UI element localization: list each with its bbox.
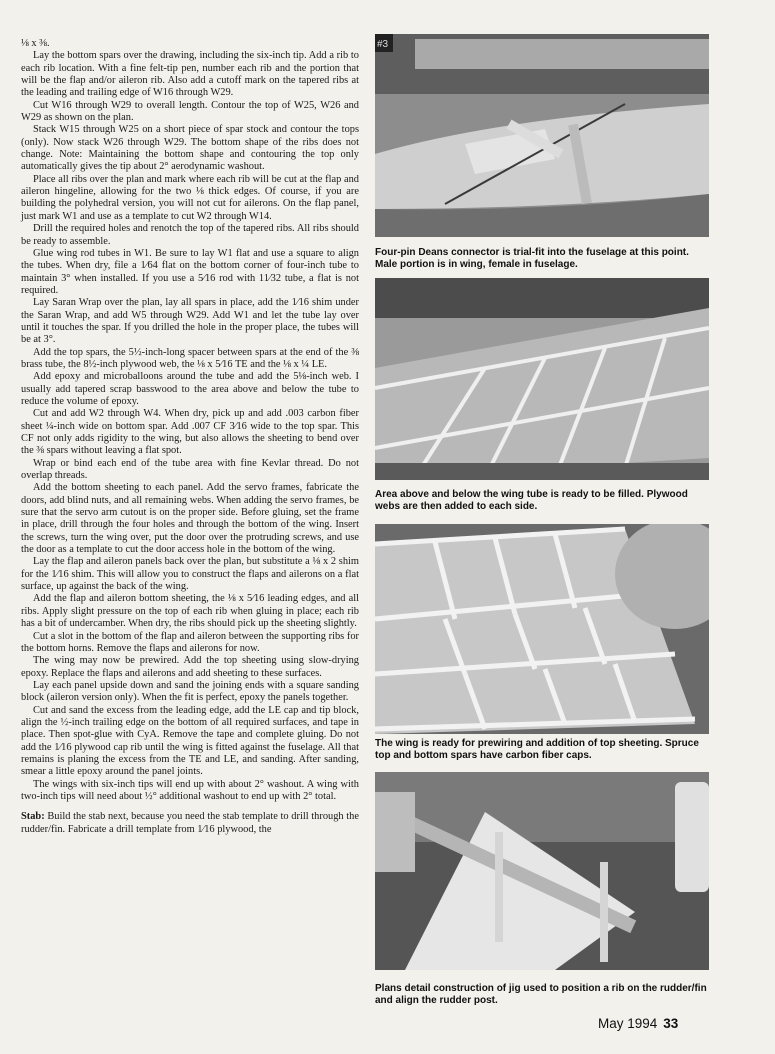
article-paragraph: Stack W15 through W25 on a short piece of spar stock and contour the tops (only). Now stack W26 through W29. The bottom shape of the ribs does not change. Note: Maintaining the bottom shape and contouring the top only automatically gives the tip about 2° aerodynamic washout. [21,124,359,173]
article-paragraph: Add the flap and aileron bottom sheeting, the ⅛ x 5⁄16 leading edges, and all ribs. Apply slight pressure on the top of each rib when gluing in place; each rib has a bit of undercamber. When dry, the ribs should pick up the sheeting slightly. [21,593,359,630]
photo-deans-connector [375,34,709,237]
issue-date: May 1994 [598,1016,658,1031]
article-paragraph: Cut W16 through W29 to overall length. Contour the top of W25, W26 and W29 as shown on the plan. [21,99,359,124]
article-paragraph: Add epoxy and microballoons around the tube and add the 5⅛-inch web. I usually add tapered scrap basswood to the area above and below the tube to reduce the volume of epoxy. [21,371,359,407]
article-paragraph: Lay Saran Wrap over the plan, lay all spars in place, add the 1⁄16 shim under the Saran Wrap, and add W5 through W29. Add W1 and let the tube lay over until it touches the spar. If you drilled the hole in the proper place, the tubes will be at 3°. [21,297,359,346]
article-paragraph: Lay the flap and aileron panels back over the plan, but substitute a ⅛ x 2 shim for the 1⁄16 shim. This will allow you to construct the flaps and ailerons on a flat surface, up against the back of the wing. [21,556,359,593]
photo-wing-prewiring [375,524,709,734]
article-paragraph: Lay the bottom spars over the drawing, including the six-inch tip. Add a rib to each rib location. With a fine felt-tip pen, number each rib and the portion that will be the flap and/or aileron rib. Also add a cutoff mark on the tapered ribs at the leading and trailing edge of W16 through W29. [21,50,359,99]
photo-caption: Four-pin Deans connector is trial-fit into the fuselage at this point. Male portion is in wing, female in fuselage. [375,247,689,270]
article-paragraph: Lay each panel upside down and sand the joining ends with a square sanding block (aileron version only). When the fit is perfect, epoxy the panels together. [21,679,359,704]
photo-caption: The wing is ready for prewiring and addition of top sheeting. Spruce top and bottom spars have carbon fiber caps. [375,738,699,761]
page-number: 33 [663,1016,679,1031]
photo-frame-number: #3 [377,39,389,50]
article-text-column [21,38,359,836]
stab-paragraph [21,811,359,836]
page-footer [598,1016,678,1031]
photo-caption: Area above and below the wing tube is ready to be filled. Plywood webs are then added to each side. [375,489,688,512]
article-paragraph: Place all ribs over the plan and mark where each rib will be cut at the flap and aileron hingeline, allowing for the two ⅛ thick edges. Of course, if you are building the polyhedral version, you will not cut for ailerons. On the flap panel, just mark W1 and use as a template to cut W2 through W14. [21,173,359,222]
photo-caption: Plans detail construction of jig used to position a rib on the rudder/fin and align the rudder post. [375,983,707,1006]
article-paragraph: Cut and sand the excess from the leading edge, add the LE cap and tip block, align the ½-inch trailing edge on the bottom of all required surfaces, and tape in place. Then spot-glue with CyA. Remove the tape and complete gluing. Do not add the 1⁄16 plywood cap rib until the wing is fitted against the fuselage. All that remains is planing the excess from the TE and LE, and sanding. After sanding, smear a little epoxy around the panel joints. [21,704,359,778]
article-paragraph: ⅛ x ⅜. [21,38,50,49]
stab-heading: Stab: [21,811,45,823]
article-paragraph: Add the bottom sheeting to each panel. Add the servo frames, fabricate the doors, add blind nuts, and all remaining webs. When adding the servo frames, be sure that the servo arm cutout is on the proper side. Before gluing, set the frame in place, drill through the four holes and through the bottom of the wing. Insert the screws, turn the wing over, put the door over the protruding screws, and use the door as a template to cut the door access hole in the bottom of the wing. [21,482,359,556]
article-paragraph: The wings with six-inch tips will end up with about 2° washout. A wing with two-inch tips will need about ½° additional washout to end up with 2° total. [21,778,359,802]
article-paragraph: Drill the required holes and renotch the top of the tapered ribs. All ribs should be ready to assemble. [21,223,359,247]
article-paragraph: Add the top spars, the 5½-inch-long spacer between spars at the end of the ⅜ brass tube, the 8½-inch plywood web, the ⅛ x 5⁄16 TE and the ⅛ x ¼ LE. [21,346,359,370]
photo-rib-jig [375,772,709,970]
photo-wing-tube-area [375,278,709,480]
article-paragraph: The wing may now be prewired. Add the top sheeting using slow-drying epoxy. Replace the flaps and ailerons and add sheeting to these surfaces. [21,655,359,679]
article-paragraph: Cut and add W2 through W4. When dry, pick up and add .003 carbon fiber sheet ¼-inch wide on bottom spar. Add .007 CF 3⁄16 wide to the top spar. This CF not only adds rigidity to the wing, but also allows the sheeting to bend over the ⅜ spars without leaving a flat spot. [21,408,359,457]
article-paragraph: Cut a slot in the bottom of the flap and aileron between the supporting ribs for the bottom horns. Remove the flaps and ailerons for now. [21,630,359,654]
article-paragraph: Glue wing rod tubes in W1. Be sure to lay W1 flat and use a square to align the tubes. When dry, file a 1⁄64 flat on the bottom corner of four-inch tube to maintain 3° when installed. If you use a 5⁄16 rod with 11⁄32 tube, a flat is not required. [21,247,359,296]
stab-text: Build the stab next, because you need the stab template to drill through the rudder/fin. Fabricate a drill template from 1⁄16 plywood, the [21,811,359,835]
article-paragraph: Wrap or bind each end of the tube area with fine Kevlar thread. Do not overlap threads. [21,457,359,482]
